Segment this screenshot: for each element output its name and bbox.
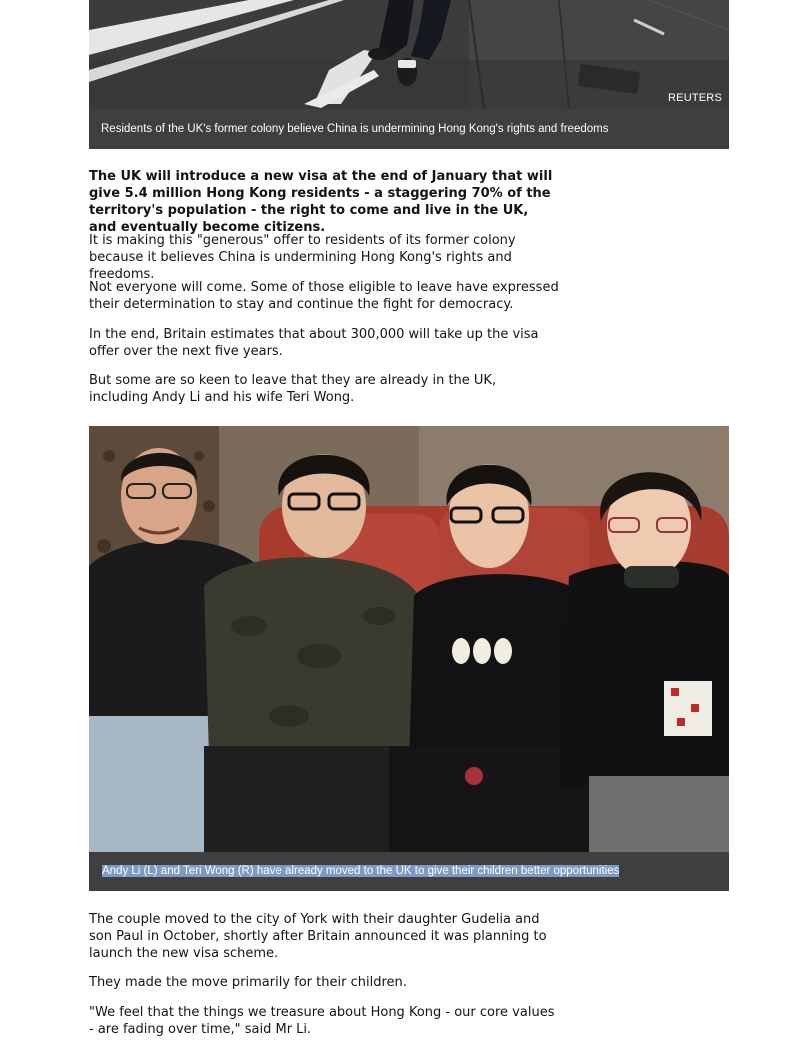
- family-photo-caption: [89, 852, 729, 891]
- lead-paragraph: The UK will introduce a new visa at the end of January that will give 5.4 million Hong Kong residents - a staggering 70% of the territory's population - the right to come and live in the UK, and eventually become citizens.: [89, 169, 553, 235]
- article-paragraph: It is making this "generous" offer to residents of its former colony because it believes China is undermining Hong Kong's rights and freedoms.: [89, 233, 516, 282]
- selected-caption-text: Andy Li (L) and Teri Wong (R) have already moved to the UK to give their children better opportunities: [102, 865, 620, 877]
- article-paragraph: The couple moved to the city of York with their daughter Gudelia and son Paul in October, shortly after Britain announced it was planning to launch the new visa scheme.: [89, 912, 547, 961]
- family-figure: [89, 426, 729, 891]
- article-paragraph: "We feel that the things we treasure about Hong Kong - our core values - are fading over time," said Mr Li.: [89, 1005, 555, 1037]
- family-photo-illustration: [89, 426, 729, 852]
- article-paragraph: Not everyone will come. Some of those eligible to leave have expressed their determination to stay and continue the fight for democracy.: [89, 280, 559, 312]
- family-photo: [89, 426, 729, 852]
- photo-caption: Residents of the UK's former colony believe China is undermining Hong Kong's rights and freedoms: [89, 109, 729, 149]
- article-paragraph: But some are so keen to leave that they are already in the UK, including Andy Li and his wife Teri Wong.: [89, 373, 497, 405]
- article-paragraph: They made the move primarily for their children.: [89, 975, 407, 990]
- top-figure: [89, 0, 729, 149]
- photo-credit: REUTERS: [668, 92, 722, 104]
- article-paragraph: In the end, Britain estimates that about 300,000 will take up the visa offer over the next five years.: [89, 327, 539, 359]
- street-photo: [89, 0, 729, 109]
- street-photo-illustration: [89, 0, 729, 109]
